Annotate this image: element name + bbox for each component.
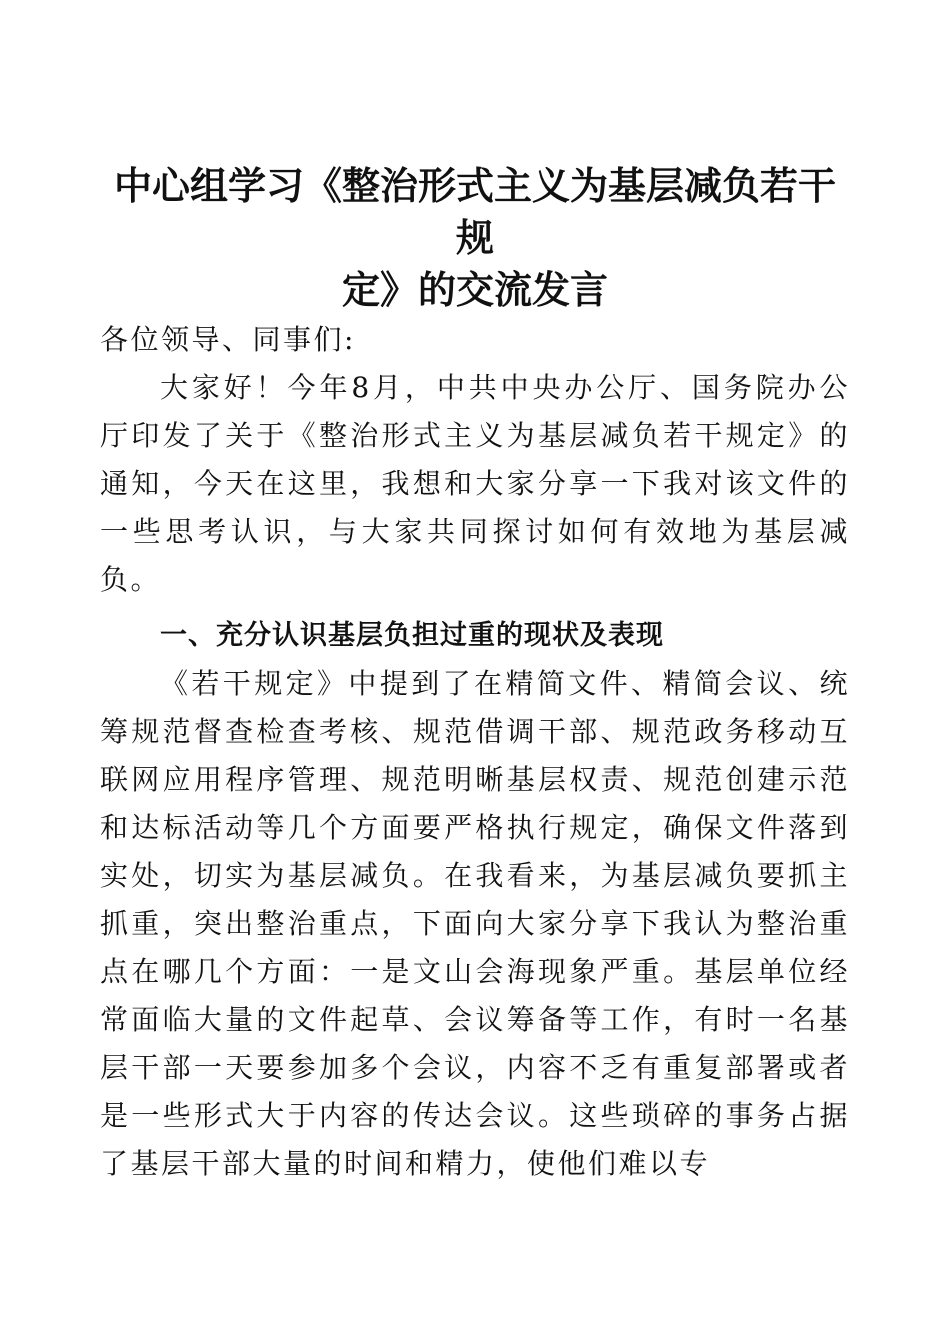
section-heading-1: 一、充分认识基层负担过重的现状及表现	[160, 620, 664, 651]
salutation: 各位领导、同事们:	[100, 323, 356, 356]
paragraph-section-1: 《若干规定》中提到了在精简文件、精简会议、统筹规范督查检查考核、规范借调干部、规范政务移动互联网应用程序管理、规范明晰基层权责、规范创建示范和达标活动等几个方面要严格执行规定，确保文件落到实处，切实为基层减负。在我看来，为基层减负要抓主抓重，突出整治重点，下面向大家分享下我认为整治重点在哪几个方面：一是文山会海现象严重。基层单位经常面临大量的文件起草、会议筹备等工作，有时一名基层干部一天要参加多个会议，内容不乏有重复部署或者是一些形式大于内容的传达会议。这些琐碎的事务占据了基层干部大量的时间和精力，使他们难以专	[100, 667, 850, 1180]
document-title	[100, 160, 850, 316]
paragraph-intro: 大家好！今年8月，中共中央办公厅、国务院办公厅印发了关于《整治形式主义为基层减负若干规定》的通知，今天在这里，我想和大家分享一下我对该文件的一些思考认识，与大家共同探讨如何有效地为基层减负。	[100, 371, 850, 596]
title-line-2: 定》的交流发言	[341, 267, 608, 312]
title-line-1: 中心组学习《整治形式主义为基层减负若干规	[113, 163, 836, 260]
